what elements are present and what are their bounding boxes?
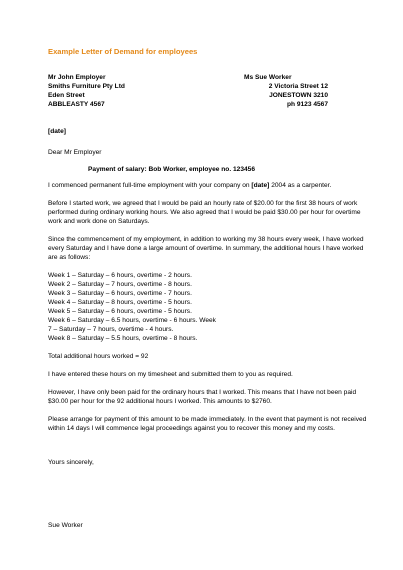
list-item: Week 4 – Saturday – 8 hours, overtime - 5 hours. — [48, 299, 192, 306]
recipient-city: JONESTOWN 3210 — [269, 92, 328, 99]
recipient-phone: ph 9123 4567 — [286, 101, 328, 108]
list-item: Week 8 – Saturday – 5.5 hours, overtime - 8 hours. — [48, 335, 198, 342]
sender-company: Smiths Furniture Pty Ltd — [48, 83, 125, 90]
p1-text-before: I commenced permanent full-time employment with your company on — [48, 182, 252, 189]
weeks-list — [48, 271, 370, 343]
total-hours: Total additional hours worked = 92 — [48, 353, 149, 360]
paragraph-unpaid: However, I have only been paid for the ordinary hours that I worked. This means that I have not been paid $30.00 per hour for the 92 additional hours I worked. This amounts to $2760. — [48, 389, 357, 405]
p1-text-after: 2004 as a carpenter. — [269, 182, 332, 189]
closing: Yours sincerely, — [48, 459, 94, 466]
list-item: Week 1 – Saturday – 6 hours, overtime - 2 hours. — [48, 272, 192, 279]
recipient-address — [244, 73, 328, 109]
list-item: Week 6 – Saturday – 6.5 hours, overtime - 6 hours. Week — [48, 317, 216, 324]
list-item: 7 – Saturday – 7 hours, overtime - 4 hours. — [48, 326, 174, 333]
document-title: Example Letter of Demand for employees — [48, 47, 198, 56]
signature-name: Sue Worker — [48, 522, 83, 529]
sender-name: Mr John Employer — [48, 74, 106, 81]
list-item: Week 5 – Saturday – 6 hours, overtime - 5 hours. — [48, 308, 192, 315]
sender-city: ABBLEASTY 4567 — [48, 101, 105, 108]
paragraph-additional-hours: Since the commencement of my employment, in addition to working my 38 hours every week, I have worked every Saturday and I have done a large amount of overtime. In summary, the additional hours I have worked are as follows: — [48, 236, 364, 261]
paragraph-timesheet: I have entered these hours on my timesheet and submitted them to you as required. — [48, 371, 293, 378]
sender-address — [48, 73, 125, 109]
recipient-street: 2 Victoria Street 12 — [268, 83, 328, 90]
p1-date: [date] — [251, 182, 270, 189]
letter-body — [48, 181, 370, 442]
subject-line: Payment of salary: Bob Worker, employee no. 123456 — [88, 166, 255, 173]
paragraph-employment-start — [48, 181, 370, 190]
list-item: Week 3 – Saturday – 6 hours, overtime - 7 hours. — [48, 290, 192, 297]
salutation: Dear Mr Employer — [48, 149, 102, 156]
list-item: Week 2 – Saturday – 7 hours, overtime - 8 hours. — [48, 281, 192, 288]
sender-street: Eden Street — [48, 92, 85, 99]
date-placeholder: [date] — [48, 128, 66, 135]
paragraph-demand: Please arrange for payment of this amount to be made immediately. In the event that payment is not received within 14 days I will commence legal proceedings against you to recover this money and my costs. — [48, 416, 367, 432]
recipient-name: Ms Sue Worker — [244, 74, 292, 81]
paragraph-pay-agreement: Before I started work, we agreed that I would be paid an hourly rate of $20.00 for the first 38 hours of work performed during ordinary working hours. We also agreed that I would be paid $30.00 per hour for overtime work and work done on Saturdays. — [48, 200, 361, 225]
